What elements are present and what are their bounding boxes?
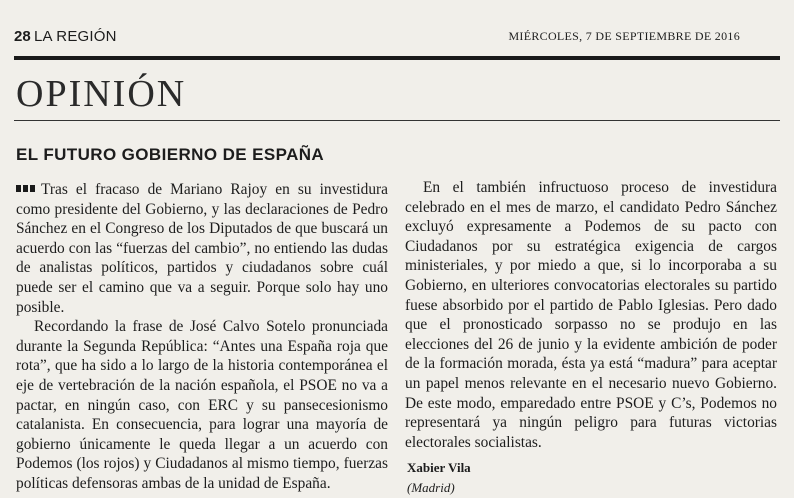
- section-rule: [14, 120, 780, 121]
- author-name: Xabier Vila: [407, 460, 471, 476]
- publication-name: LA REGIÓN: [34, 28, 117, 45]
- paragraph-marker-icon: [16, 178, 38, 198]
- header-rule: [14, 56, 780, 60]
- page-header: [14, 26, 780, 46]
- article-paragraph: En el también infructuoso proceso de investidura celebrado en el mes de marzo, el candidato Pedro Sánchez excluyó expresamente a Podemos de su pacto con Ciudadanos por su estratégica exigencia de cargos ministeriales, y por miedo a que, si lo incorporaba a su Gobierno, en ulteriores convocatorias electorales su partido fuese absorbido por el partido de Pablo Iglesias. Pero dado que el pronosticado sorpasso no se produjo en las elecciones del 26 de junio y la evidente ambición de poder de la formación morada, ésta ya está “madura” para aceptar un papel menos relevante en el necesario nuevo Gobierno. De este modo, emparedado entre PSOE y C’s, Podemos no representará ya ningún peligro para futuras victorias electorales socialistas.: [405, 179, 777, 451]
- article-headline: EL FUTURO GOBIERNO DE ESPAÑA: [16, 145, 325, 164]
- author-city: (Madrid): [407, 479, 455, 495]
- issue-date: MIÉRCOLES, 7 DE SEPTIEMBRE DE 2016: [508, 29, 740, 43]
- article-column-1: [16, 178, 388, 494]
- paragraph-text: Tras el fracaso de Mariano Rajoy en su investidura como presidente del Gobierno, y las declaraciones de Pedro Sánchez en el Congreso de los Diputados de que buscará un acuerdo con las “fuerzas del cambio”, no entiendo las dudas de analistas políticos, partidos y ciudadanos sobre cuál puede ser el camino que va a seguir. Porque solo hay uno posible.: [16, 181, 388, 316]
- section-title: OPINIÓN: [16, 73, 187, 115]
- page-number: 28: [14, 28, 31, 45]
- article-column-2: [405, 178, 777, 498]
- article-paragraph: [16, 178, 388, 317]
- article-paragraph: Recordando la frase de José Calvo Sotelo pronunciada durante la Segunda República: “Antes una España roja que rota”, que ha sido a lo largo de la historia contemporánea el eje de vertebración de la nación española, el PSOE no va a pactar, en ningún caso, con ERC y su pansecesionismo catalanista. En consecuencia, para lograr una mayoría de gobierno únicamente le queda llegar a un acuerdo con Podemos (los rojos) y Ciudadanos al mismo tiempo, fuerzas políticas defensoras ambas de la unidad de España.: [16, 318, 388, 492]
